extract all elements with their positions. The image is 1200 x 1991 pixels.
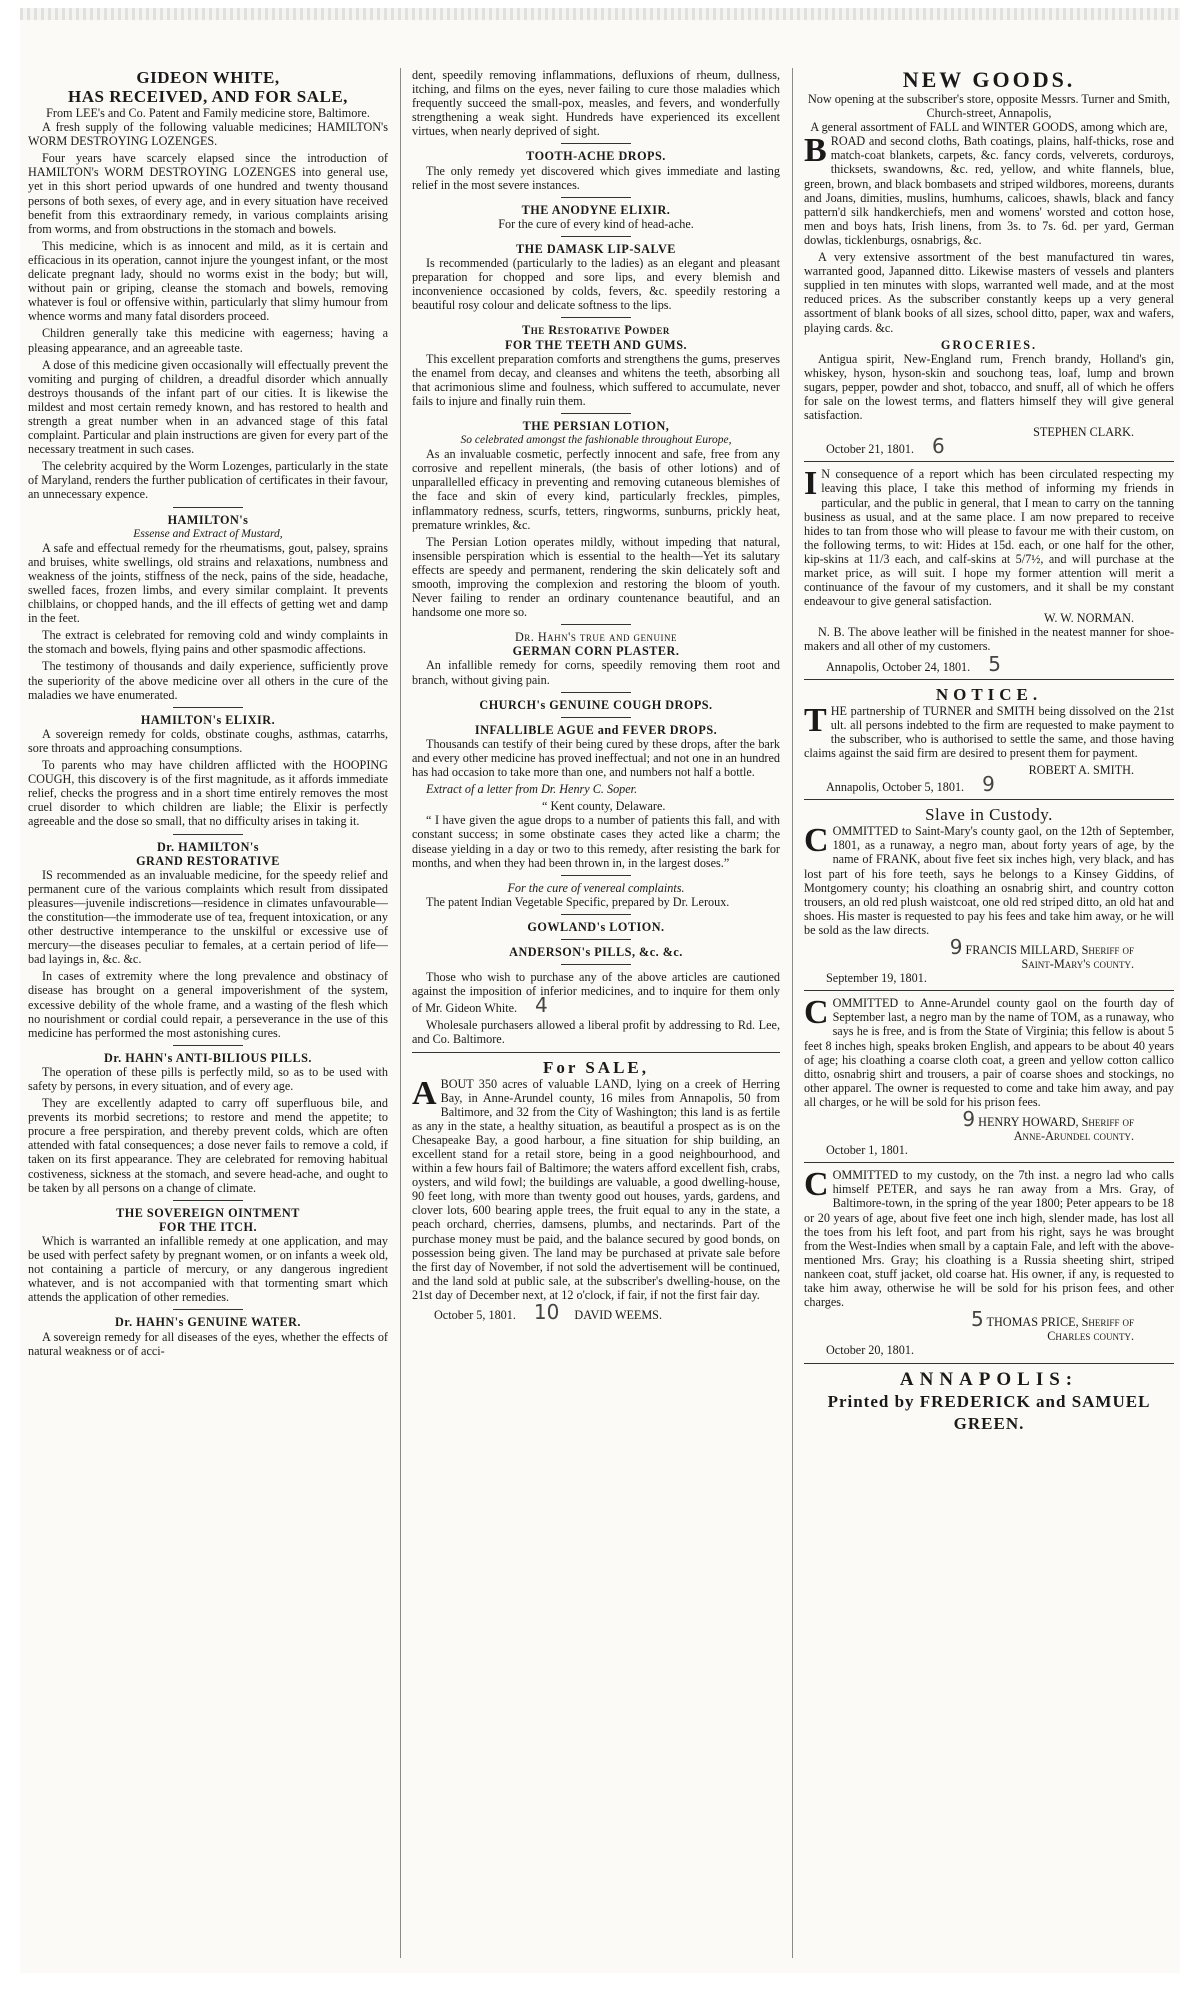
ad-paragraph bbox=[412, 1074, 780, 1303]
ad-paragraph: Antigua spirit, New-England rum, French brandy, Holland's gin, whiskey, hyson, hyson-skin and souchong teas, loaf, lump and brown sugars, pepper, powder and shot, tobacco, and snuff, all of which he offers for sale on the lowest terms, and flatters himself they will give general satisfaction. bbox=[804, 351, 1174, 423]
ad-heading: THE DAMASK LIP-SALVE bbox=[516, 241, 676, 256]
ad-heading: GERMAN CORN PLASTER. bbox=[512, 644, 680, 659]
ad-intro: Now opening at the subscriber's store, opposite Messrs. Turner and Smith, Church-street, Annapolis, bbox=[807, 92, 1171, 121]
ad-paragraph bbox=[804, 134, 1174, 247]
ad-paragraph: A safe and effectual remedy for the rheumatisms, gout, palsey, sprains and bruises, white swellings, old strains and relaxations, numbness and weakness of the joints, stiffness of the neck, pains of the side, headache, swelled faces, frozen limbs, and every similar complaint. It prevents chilblains, or chopped hands, and the ill effects of getting wet and damp in the feet. bbox=[28, 540, 388, 626]
ad-paragraph: Children generally take this medicine with eagerness; having a pleasing appearance, and an agreeable taste. bbox=[28, 326, 388, 355]
ad-paragraph: The testimony of thousands and daily experience, sufficiently prove the superiority of the above medicine over all others in the cure of the maladies we have enumerated. bbox=[28, 659, 388, 702]
ad-signature bbox=[804, 934, 1174, 959]
ad-subheading: A general assortment of FALL and WINTER GOODS, among which are, bbox=[810, 120, 1168, 135]
column-1 bbox=[28, 68, 388, 1958]
ad-signature bbox=[804, 1307, 1174, 1332]
ad-heading: INFALLIBLE AGUE and FEVER DROPS. bbox=[474, 722, 718, 737]
ad-paragraph: A very extensive assortment of the best manufactured tin wares, warranted good, Japanned ditto. Likewise masters of vessels and planters supplied in ten minutes with slops, warranted well made, and at the most reduced prices. As the subscriber constantly keeps up a very general assortment of blank books of all sizes, school ditto, paper, wax and wafers, playing cards. &c. bbox=[804, 250, 1174, 335]
separator bbox=[561, 914, 631, 915]
ad-norman-tannery bbox=[804, 465, 1174, 676]
ad-heading-church: CHURCH's GENUINE COUGH DROPS. bbox=[479, 697, 713, 712]
ad-tooth-ache bbox=[412, 149, 780, 191]
ad-heading: For SALE, bbox=[542, 1057, 650, 1077]
separator bbox=[561, 939, 631, 940]
ad-heading: Dr. Hahn's true and genuine bbox=[514, 630, 678, 645]
separator bbox=[561, 624, 631, 625]
sheriff-name: THOMAS PRICE, Sheriff of bbox=[986, 1315, 1134, 1330]
ad-elixir bbox=[28, 713, 388, 829]
drop-cap-c: C bbox=[804, 822, 829, 860]
drop-cap-c: C bbox=[804, 994, 829, 1032]
ad-persian-lotion bbox=[412, 419, 780, 619]
ad-signoff bbox=[804, 772, 1174, 797]
separator bbox=[561, 875, 631, 876]
columns bbox=[28, 68, 1174, 1958]
ad-paragraph: The only remedy yet discovered which gives immediate and lasting relief in the most severe instances. bbox=[412, 163, 780, 192]
caution-text: Those who wish to purchase any of the above articles are cautioned against the imposition of inferior medicines, and to inquire for them only of Mr. Gideon White. bbox=[412, 970, 780, 1016]
ad-slave-peter bbox=[804, 1168, 1174, 1357]
peter-text: OMMITTED to my custody, on the 7th inst. a negro lad who calls himself PETER, and says he ran away from a Mrs. Gray, of Baltimore-town, in the spring of the year 1800; Peter appears to be 18 or 20 years of age, about five feet one inch high, slender made, has lost all the toes from his left foot, and part from his right, says he was brought from the West-Indies when small by a captain Fale, and left with the above-mentioned Mrs. Gray; his cloathing is a Russia sheeting shirt, striped nankeen coat, stuff jacket, old coarse hat. His owner, if any, is requested to take him away, otherwise he will be sold for his prison fees, and other charges. bbox=[804, 1168, 1174, 1310]
ad-heading: HAMILTON's ELIXIR. bbox=[140, 712, 276, 727]
column-3 bbox=[804, 68, 1174, 1958]
ad-extract-place: “ Kent county, Delaware. bbox=[542, 799, 666, 814]
ad-paragraph: This excellent preparation comforts and strengthens the gums, preserves the enamel from decay, and cleanses and whitens the teeth, absorbing all that acrimonious slime and foulness, which suffered to accumulate, never fails to injure and finally ruin them. bbox=[412, 351, 780, 408]
ad-heading: NEW GOODS. bbox=[902, 68, 1076, 92]
ad-paragraph: As an invaluable cosmetic, perfectly innocent and safe, free from any corrosive and repellent minerals, (the basis of other lotions) and of unparallelled efficacy in preventing and removing cutaneous blemishes of the face and skin of every kind, particularly freckles, pimples, inflammatory redness, scurfs, tetters, ringworms, sunburns, prickly heat, premature wrinkles, &c. bbox=[412, 447, 780, 532]
separator bbox=[804, 799, 1174, 800]
ad-heading: FOR THE ITCH. bbox=[158, 1219, 258, 1234]
ad-paragraph: IS recommended as an invaluable medicine, for the speedy relief and permanent cure of the various complaints which result from dissipated pleasures—juvenile indiscretions—residence in climates unfavourable—the constitution—the immoderate use of tea, frequent intoxication, or any other destructive intemperance to the unskilful or excessive use of mercury—the diseases peculiar to females, at a certain period of life—bad layings in, &c. &c. bbox=[28, 867, 388, 967]
ad-paragraph: A fresh supply of the following valuable medicines; HAMILTON's WORM DESTROYING LOZENGES. bbox=[28, 120, 388, 149]
sheriff-name: FRANCIS MILLARD, Sheriff of bbox=[965, 942, 1134, 957]
ad-signature: DAVID WEEMS. bbox=[574, 1308, 662, 1323]
drop-cap-b: B bbox=[804, 132, 827, 170]
column-rule bbox=[400, 68, 401, 1958]
scan-edge bbox=[20, 8, 1180, 20]
ad-paragraph: Which is warranted an infallible remedy at one application, and may be used with perfect safety by pregnant women, or on infants a week old, not containing a particle of mercury, or any dangerous ingredient whatever, and is not accompanied with that tormenting smart which attends the application of other remedies. bbox=[28, 1233, 388, 1305]
handwritten-mark: 5 bbox=[970, 1307, 984, 1332]
separator bbox=[173, 834, 243, 835]
ad-heading: FOR THE TEETH AND GUMS. bbox=[504, 337, 688, 352]
separator bbox=[561, 317, 631, 318]
separator bbox=[804, 461, 1174, 462]
ad-lip-salve bbox=[412, 242, 780, 312]
ad-genuine-water-cont bbox=[412, 68, 780, 138]
separator bbox=[561, 717, 631, 718]
handwritten-mark: 6 bbox=[932, 434, 945, 459]
ad-subheading: So celebrated amongst the fashionable throughout Europe, bbox=[460, 434, 732, 447]
ad-paragraph bbox=[804, 824, 1174, 937]
ad-paragraph: In cases of extremity where the long prevalence and obstinacy of disease has brought on a general impoverishment of the system, excessive debility of the whole frame, and a wasting of the flesh which no nourishment or cordial could repair, a perseverance in the use of this medicine has performed the most astonishing cures. bbox=[28, 969, 388, 1040]
separator bbox=[804, 679, 1174, 680]
separator bbox=[173, 1200, 243, 1201]
ad-heading: THE ANODYNE ELIXIR. bbox=[521, 202, 671, 217]
ad-restorative-powder bbox=[412, 323, 780, 408]
handwritten-mark: 5 bbox=[988, 651, 1001, 676]
handwritten-mark: 10 bbox=[533, 1300, 560, 1325]
separator bbox=[561, 413, 631, 414]
separator bbox=[173, 1309, 243, 1310]
ad-anodyne bbox=[412, 203, 780, 231]
printer-imprint bbox=[804, 1369, 1174, 1435]
ad-heading: Dr. HAHN's GENUINE WATER. bbox=[115, 1315, 301, 1330]
ad-notice bbox=[804, 685, 1174, 795]
ad-paragraph: Four years have scarcely elapsed since the introduction of HAMILTON's WORM DESTROYING LOZENGES into general use, yet in this short period upwards of one hundred and twenty thousand persons of both sexes, of every age, and in every situation have received benefit from this extraordinary remedy, in various complaints arising from worms, and from obstructions in the stomach and bowels. bbox=[28, 151, 388, 236]
ad-paragraph: Thousands can testify of their being cured by these drops, after the bark and every other medicine has proved ineffectual; and not one in an hundred has had occasion to take more than one, and numbers not half a bottle. bbox=[412, 736, 780, 780]
ad-date: Annapolis, October 24, 1801. bbox=[826, 659, 971, 674]
ad-paragraph bbox=[804, 701, 1174, 760]
ad-caution bbox=[412, 970, 780, 1046]
ad-signature bbox=[804, 1107, 1174, 1131]
ad-paragraph: N. B. The above leather will be finished in the neatest manner for shoe-makers and all other of my customers. bbox=[804, 625, 1174, 654]
ad-heading: THE PERSIAN LOTION, bbox=[522, 418, 670, 433]
drop-cap-i: I bbox=[804, 465, 818, 503]
ad-paragraph: This medicine, which is as innocent and mild, as it is certain and efficacious in its operation, cannot injure the youngest infant, or the most delicate pregnant lady, should no worms exist in the body; but will, without pain or griping, cleanse the stomach and bowels, removing whatever is foul or offensive within, particularly that slimy humour from whence worms and many fatal disorders proceed. bbox=[28, 238, 388, 324]
separator bbox=[561, 143, 631, 144]
ad-heading: Dr. HAHN's ANTI-BILIOUS PILLS. bbox=[104, 1050, 312, 1065]
ad-subheading: From LEE's and Co. Patent and Family medicine store, Baltimore. bbox=[46, 106, 370, 120]
ad-heading: NOTICE. bbox=[935, 684, 1043, 704]
ad-paragraph: To parents who may have children afflicted with the HOOPING COUGH, this discovery is of the first magnitude, as it affords immediate relief, checks the progress and in a short time entirely removes the most cruel disorder to which children are liable; the Elixir is perfectly agreeable and the dose so small, that no difficulty arises in taking it. bbox=[28, 758, 388, 829]
separator bbox=[412, 1052, 780, 1053]
ad-heading: GIDEON WHITE, bbox=[136, 68, 280, 87]
drop-cap-a: A bbox=[412, 1074, 437, 1112]
ad-paragraph: Is recommended (particularly to the ladies) as an elegant and pleasant preparation for chopped and sore lips, and every blemish and inconvenience occasioned by colds, fevers, &c. speedily restoring a beautiful rosy colour and delicate softness to the lips. bbox=[412, 256, 780, 313]
ad-slave-frank bbox=[804, 805, 1174, 985]
ad-paragraph: Wholesale purchasers allowed a liberal profit by addressing to Rd. Lee, and Co. Baltimore. bbox=[412, 1018, 780, 1047]
ad-grand-restorative bbox=[28, 840, 388, 1040]
ad-signature: STEPHEN CLARK. bbox=[1033, 425, 1134, 440]
newspaper-page bbox=[20, 8, 1180, 1973]
ad-heading: GRAND RESTORATIVE bbox=[136, 853, 280, 868]
ad-paragraph: The extract is celebrated for removing cold and windy complaints in the stomach and bowels, flying pains and other spasmodic affections. bbox=[28, 628, 388, 657]
frank-text: OMMITTED to Saint-Mary's county gaol, on the 12th of September, 1801, as a runaway, a negro man, about forty years of age, by the name of FRANK, about five feet six inches high, very black, and has lost part of his fore teeth, says he belongs to a Kinsey Giddins, of Montgomery county; his cloathing an osnabrig shirt, and country cotton trousers, an old red plush waistcoat, one old red striped ditto, an old hat and shoes. His master is requested to pay his fees and take him away, or he will be sold as the law directs. bbox=[804, 824, 1174, 937]
ad-new-goods bbox=[804, 68, 1174, 459]
handwritten-mark: 9 bbox=[949, 934, 963, 959]
handwritten-mark: 9 bbox=[962, 1107, 976, 1131]
column-rule bbox=[792, 68, 793, 1958]
tom-text: OMMITTED to Anne-Arundel county gaol on the fourth day of September last, a negro man by the name of TOM, as a runaway, who says he is free, and is from the State of Virginia; this fellow is about 5 feet 8 inches high, speaks broken English, and appears to be about 40 years of age; his cloathing a coarse cloth coat, a green and yellow cotton callico ditto, osnabrig shirt and trousers, a pair of coarse shoes and stockings, no other apparel. The owner is requested to come and take him away, and pay all charges, or he will be sold for his prison fees. bbox=[804, 996, 1174, 1109]
ad-heading: The Restorative Powder bbox=[522, 323, 670, 338]
ad-signoff bbox=[804, 434, 1174, 459]
ad-paragraph: dent, speedily removing inflammations, defluxions of rheum, dullness, itching, and films on the eyes, never failing to cure those maladies which frequently succeed the small-pox, measles, and fevers, and wonderfully strengthening a weak sight. Hundreds have experienced its excellent virtues, when nearly deprived of sight. bbox=[412, 68, 780, 139]
ad-paragraph: A sovereign remedy for all diseases of the eyes, whether the effects of natural weakness or of acci- bbox=[28, 1329, 388, 1358]
separator bbox=[561, 197, 631, 198]
ad-paragraph: The patent Indian Vegetable Specific, prepared by Dr. Leroux. bbox=[426, 894, 730, 909]
ad-heading: TOOTH-ACHE DROPS. bbox=[526, 149, 666, 164]
imprint-place: ANNAPOLIS: bbox=[899, 1368, 1079, 1390]
ad-paragraph: They are excellently adapted to carry off superfluous bile, and prevents its morbid secretions; to restore and mend the appetite; to procure a free perspiration, and thereby prevent colds, which are often attended with fatal consequences; a dose never fails to remove a cold, if taken on its first appearance. They are celebrated for removing habitual costiveness, sickness at the stomach, and severe head-ache, and ought to be taken by all persons on a change of climate. bbox=[28, 1096, 388, 1195]
ad-signoff bbox=[804, 651, 1174, 676]
ad-paragraph bbox=[412, 970, 780, 1018]
ad-signature: W. W. NORMAN. bbox=[1044, 611, 1134, 626]
ad-corn-plaster bbox=[412, 630, 780, 686]
drop-cap-t: T bbox=[804, 701, 827, 739]
imprint-printers-surname: GREEN. bbox=[953, 1413, 1025, 1433]
ad-paragraph: The operation of these pills is perfectly mild, so as to be used with safety by persons, in every situation, and of every age. bbox=[28, 1064, 388, 1093]
ad-extract-title: Extract of a letter from Dr. Henry C. Soper. bbox=[426, 782, 638, 797]
ad-signature-county: Anne-Arundel county. bbox=[1013, 1129, 1134, 1144]
ad-paragraph: The Persian Lotion operates mildly, without impeding that natural, insensible perspiration which is essential to the health—Yet its salutary effects are speedy and permanent, rendering the skin delicately soft and smooth, improving the complexion and restoring the bloom of youth. Never failing to render an ordinary countenance beautiful, and an handsome one more so. bbox=[412, 534, 780, 620]
drop-cap-c: C bbox=[804, 1166, 829, 1204]
ad-paragraph: A sovereign remedy for colds, obstinate coughs, asthmas, catarrhs, sore throats and approaching consumptions. bbox=[28, 726, 388, 755]
ad-paragraph: An infallible remedy for corns, speedily removing them root and branch, without giving pain. bbox=[412, 658, 780, 687]
ad-gideon-white bbox=[28, 68, 388, 502]
ad-slave-tom bbox=[804, 996, 1174, 1157]
tannery-text: N consequence of a report which has been circulated respecting my leaving this place, I take this method of informing my friends in particular, and the public in general, that I mean to carry on the tanning business as usual, and at the same place. I am now prepared to receive hides to tan from those who will please to favour me with their custom, on the following terms, to wit: Hides at 15d. each, or one half for the other, kip-skins at 11/3 each, and calf-skins at 5/7½, and will purchase at the market price, as will suit. I hope my former attention will merit a continuance of the favour of my customers, and it shall be my constant endeavour to give general satisfaction. bbox=[804, 467, 1174, 609]
ad-paragraph bbox=[804, 996, 1174, 1109]
ad-heading: HAMILTON's bbox=[167, 512, 249, 527]
separator bbox=[561, 964, 631, 965]
ad-signoff bbox=[412, 1300, 780, 1325]
handwritten-mark: 9 bbox=[982, 772, 995, 797]
imprint-printers: Printed by FREDERICK and SAMUEL bbox=[827, 1391, 1151, 1411]
separator bbox=[173, 707, 243, 708]
separator bbox=[561, 236, 631, 237]
ad-venereal bbox=[412, 881, 780, 909]
ad-paragraph: For the cure of every kind of head-ache. bbox=[498, 216, 694, 231]
ad-heading-gowland: GOWLAND's LOTION. bbox=[527, 919, 665, 934]
ad-date: Annapolis, October 5, 1801. bbox=[826, 780, 965, 795]
ad-land-for-sale bbox=[412, 1058, 780, 1323]
ad-date: September 19, 1801. bbox=[826, 971, 927, 986]
ad-date: October 1, 1801. bbox=[826, 1143, 908, 1158]
ad-paragraph: “ I have given the ague drops to a number of patients this fall, and with constant success; in some obstinate cases they acted like a charm; the disease yielding in a day or two to this remedy, after resisting the bark for months, and when they had been thrown in, in the largest doses.” bbox=[412, 813, 780, 870]
ad-date: October 5, 1801. bbox=[434, 1308, 516, 1323]
column-2 bbox=[412, 68, 780, 1958]
ad-signature: ROBERT A. SMITH. bbox=[1028, 763, 1134, 778]
ad-heading: Dr. HAMILTON's bbox=[156, 839, 260, 854]
ad-heading: HAS RECEIVED, AND FOR SALE, bbox=[68, 87, 348, 106]
ad-signature-county: Charles county. bbox=[1047, 1329, 1134, 1344]
ad-genuine-water bbox=[28, 1315, 388, 1357]
ad-heading: GROCERIES. bbox=[940, 337, 1038, 352]
ad-paragraph bbox=[804, 467, 1174, 608]
separator bbox=[804, 990, 1174, 991]
separator bbox=[173, 1045, 243, 1046]
notice-text: HE partnership of TURNER and SMITH being dissolved on the 21st ult. all persons indebted to the firm are requested to make payment to the subscriber, who is authorised to settle the same, and those having claims against the said firm are desired to present them for payment. bbox=[804, 703, 1174, 760]
separator bbox=[173, 507, 243, 508]
sheriff-name: HENRY HOWARD, Sheriff of bbox=[978, 1115, 1134, 1129]
ad-subheading: Essense and Extract of Mustard, bbox=[133, 527, 283, 540]
separator bbox=[804, 1162, 1174, 1163]
ad-anti-bilious bbox=[28, 1051, 388, 1195]
ad-heading-anderson: ANDERSON's PILLS, &c. &c. bbox=[509, 944, 683, 959]
ad-mustard bbox=[28, 513, 388, 702]
ad-heading: For the cure of venereal complaints. bbox=[507, 880, 685, 895]
goods-text: ROAD and second cloths, Bath coatings, plains, half-thicks, rose and match-coat blankets, carpets, &c. fancy cords, velverets, corduroys, thicksets, swandowns, &c. red, yellow, and white flannels, blue, green, brown, and black bombasets and striped wildbores, moreens, durants and Joans, dimities, muslins, humhums, calicoes, shawls, black and fancy pattern'd silk handkerchiefs, men and womens' worsted and cotton hose, men and boys hats, Irish linens, from 3s. to 7s. 6d. per yard, German dowlas, ticklenburgs, osnabrigs, &c. bbox=[804, 134, 1174, 247]
ad-date: October 21, 1801. bbox=[826, 442, 915, 457]
ad-sovereign-ointment bbox=[28, 1206, 388, 1305]
ad-date: October 20, 1801. bbox=[826, 1343, 915, 1358]
ad-heading: Slave in Custody. bbox=[925, 805, 1053, 825]
ad-paragraph: The celebrity acquired by the Worm Lozenges, particularly in the state of Maryland, renders the further publication of certificates in their favour, an unnecessary expence. bbox=[28, 459, 388, 502]
ad-signature-county: Saint-Mary's county. bbox=[1021, 957, 1134, 972]
ad-paragraph: A dose of this medicine given occasionally will effectually prevent the vomiting and purging of children, a dreadful disorder which annually destroys thousands of the infant part of our cities. It is likewise the mildest and most certain remedy known, and has restored to health and strength a great number when in an advanced stage of this fatal complaint. Particular and plain instructions are given for every part of the necessary treatment in such cases. bbox=[28, 357, 388, 457]
ad-paragraph bbox=[804, 1168, 1174, 1309]
ad-heading: THE SOVEREIGN OINTMENT bbox=[116, 1205, 300, 1220]
separator bbox=[561, 692, 631, 693]
handwritten-mark: 4 bbox=[535, 993, 548, 1018]
separator bbox=[804, 1363, 1174, 1364]
ad-ague-drops bbox=[412, 723, 780, 870]
sale-text: BOUT 350 acres of valuable LAND, lying on a creek of Herring Bay, in Anne-Arundel county, 16 miles from Annapolis, 50 from Baltimore, and 32 from the City of Washington; this land is as fertile as any in the state, a healthy situation, as beautiful a prospect as is on the Chesapeake Bay, a good harbour, a fine situation for ship building, an excellent stand for a retail store, being in a good neighbourhood, and within a few hours fail of Baltimore; the waters afford excellent fish, crabs, oysters, and wild fowl; the buildings are valuable, a good dwelling-house, 90 feet long, with more than twenty good out houses, yards, gardens, and clover lots, 600 bearing apple trees, the fruit equal to any in the state, a peach orchard, cherries, damsens, plumbs, and nectarinds. Part of the purchase money must be paid, and the balance secured by good bonds, on possession being given. The land may be purchased at private sale before the first day of November, if not sold the advertisement will be continued, and the land sold at public sale, at the subscriber's dwelling-house, on the 21st day of December next, at 12 o'clock, if fair, if not the first fair day. bbox=[412, 1076, 780, 1302]
